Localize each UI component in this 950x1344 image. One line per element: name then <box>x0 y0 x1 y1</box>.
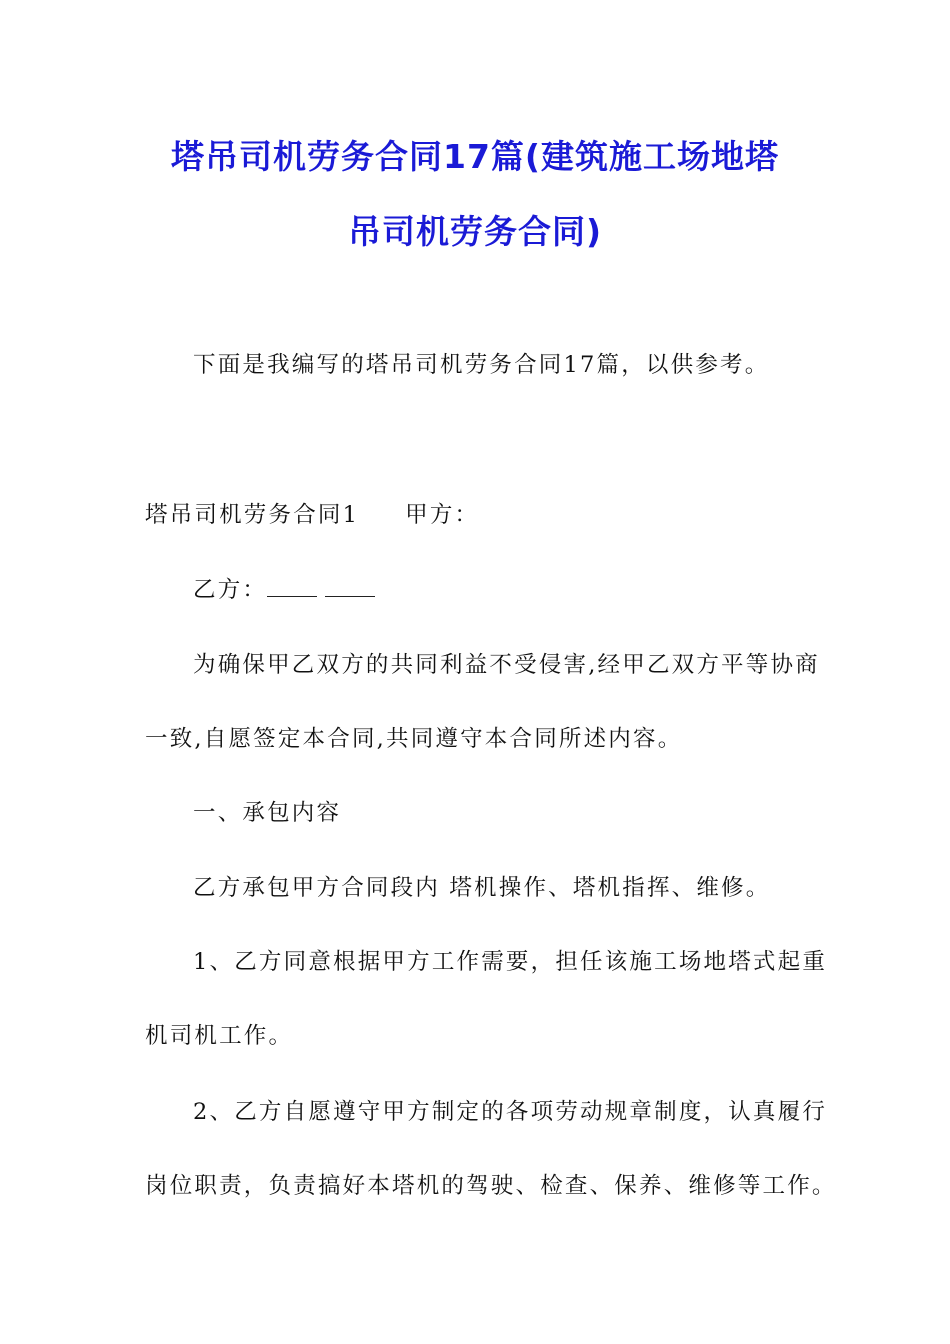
contract-heading: 塔吊司机劳务合同1 <box>145 502 360 528</box>
party-b-blank-1 <box>267 574 317 597</box>
item-1-line-1: 1、乙方同意根据甲方工作需要，担任该施工场地塔式起重 <box>193 949 828 975</box>
party-a-label: 甲方： <box>405 502 480 528</box>
party-b-blank-2 <box>325 574 375 597</box>
item-2-line-2: 岗位职责，负责搞好本塔机的驾驶、检查、保养、维修等工作。 <box>145 1173 837 1199</box>
item-2-line-1: 2、乙方自愿遵守甲方制定的各项劳动规章制度，认真履行 <box>193 1099 828 1125</box>
intro-paragraph: 下面是我编写的塔吊司机劳务合同17篇，以供参考。 <box>193 352 770 378</box>
party-b-row <box>193 572 873 604</box>
purpose-line-1: 为确保甲乙双方的共同利益不受侵害,经甲乙双方平等协商 <box>193 652 820 678</box>
contract-heading-row <box>145 497 825 529</box>
document-title-line-1: 塔吊司机劳务合同17篇(建筑施工场地塔 <box>170 137 779 176</box>
party-b-label: 乙方： <box>193 577 268 603</box>
section-1-heading: 一、承包内容 <box>193 800 342 826</box>
item-1-line-2: 机司机工作。 <box>145 1023 294 1049</box>
purpose-line-2: 一致,自愿签定本合同,共同遵守本合同所述内容。 <box>145 726 683 752</box>
document-title-line-2: 吊司机劳务合同) <box>347 212 603 251</box>
section-1-text: 乙方承包甲方合同段内 塔机操作、塔机指挥、维修。 <box>193 875 771 901</box>
